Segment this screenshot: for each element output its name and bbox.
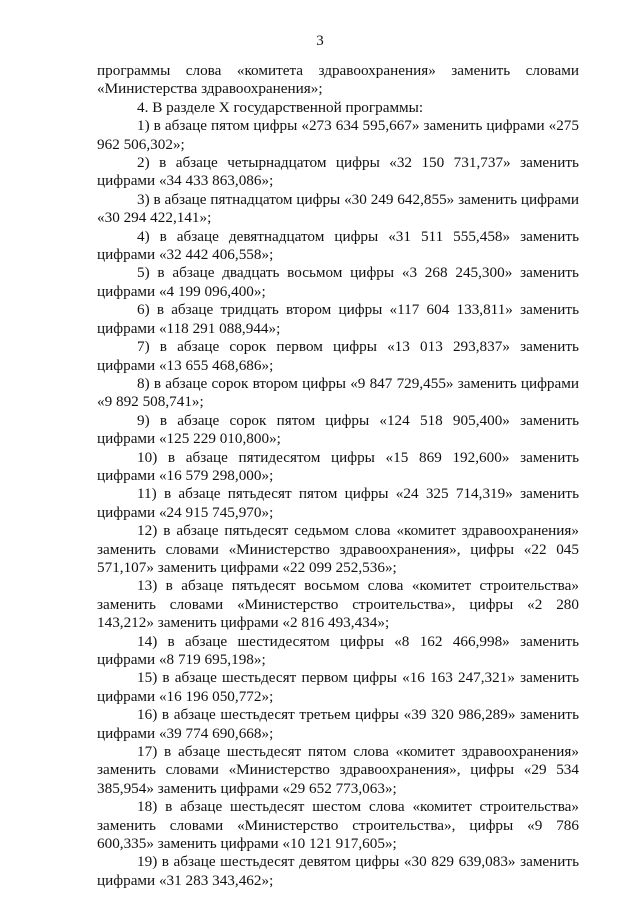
amendment-item-4: 4) в абзаце девятнадцатом цифры «31 511 555,458» заменить цифрами «32 442 406,558»; xyxy=(97,227,579,264)
document-body xyxy=(97,62,579,890)
amendment-item-8: 8) в абзаце сорок втором цифры «9 847 729,455» заменить цифрами «9 892 508,741»; xyxy=(97,374,579,411)
amendment-item-16: 16) в абзаце шестьдесят третьем цифры «39 320 986,289» заменить цифрами «39 774 690,668»; xyxy=(97,706,579,742)
amendment-item-18: 18) в абзаце шестьдесят шестом слова «комитет строительства» заменить словами «Министерство строительства», цифры «9 786 600,335» заменить цифрами «10 121 917,605»; xyxy=(97,798,579,853)
amendment-item-14: 14) в абзаце шестидесятом цифры «8 162 466,998» заменить цифрами «8 719 695,198»; xyxy=(97,632,579,668)
amendment-item-13: 13) в абзаце пятьдесят восьмом слова «комитет строительства» заменить словами «Министерство строительства», цифры «2 280 143,212» заменить цифрами «2 816 493,434»; xyxy=(97,577,579,632)
amendment-item-17: 17) в абзаце шестьдесят пятом слова «комитет здравоохранения» заменить словами «Министерство здравоохранения», цифры «29 534 385,954» заменить цифрами «29 652 773,063»; xyxy=(97,743,579,797)
amendment-item-15: 15) в абзаце шестьдесят первом цифры «16 163 247,321» заменить цифрами «16 196 050,772»; xyxy=(97,669,579,705)
amendment-item-3: 3) в абзаце пятнадцатом цифры «30 249 642,855» заменить цифрами «30 294 422,141»; xyxy=(97,190,579,227)
amendment-item-19: 19) в абзаце шестьдесят девятом цифры «30 829 639,083» заменить цифрами «31 283 343,462»; xyxy=(97,853,579,889)
paragraph-continuation: программы слова «комитета здравоохранения» заменить словами «Министерства здравоохранения»; xyxy=(97,62,579,98)
amendment-item-9: 9) в абзаце сорок пятом цифры «124 518 905,400» заменить цифрами «125 229 010,800»; xyxy=(97,411,579,448)
section-heading: 4. В разделе X государственной программы: xyxy=(137,98,424,116)
page-number: 3 xyxy=(316,33,324,49)
amendment-item-7: 7) в абзаце сорок первом цифры «13 013 293,837» заменить цифрами «13 655 468,686»; xyxy=(97,338,579,374)
amendment-item-2: 2) в абзаце четырнадцатом цифры «32 150 731,737» заменить цифрами «34 433 863,086»; xyxy=(97,154,579,190)
amendment-item-12: 12) в абзаце пятьдесят седьмом слова «комитет здравоохранения» заменить словами «Министерство здравоохранения», цифры «22 045 571,107» заменить цифрами «22 099 252,536»; xyxy=(97,522,579,576)
amendment-item-10: 10) в абзаце пятидесятом цифры «15 869 192,600» заменить цифрами «16 579 298,000»; xyxy=(97,448,579,484)
amendment-item-11: 11) в абзаце пятьдесят пятом цифры «24 325 714,319» заменить цифрами «24 915 745,970»; xyxy=(97,485,579,521)
amendment-item-1: 1) в абзаце пятом цифры «273 634 595,667» заменить цифрами «275 962 506,302»; xyxy=(97,117,579,153)
amendment-item-6: 6) в абзаце тридцать втором цифры «117 604 133,811» заменить цифрами «118 291 088,944»; xyxy=(97,301,579,337)
amendment-item-5: 5) в абзаце двадцать восьмом цифры «3 268 245,300» заменить цифрами «4 199 096,400»; xyxy=(97,264,579,300)
